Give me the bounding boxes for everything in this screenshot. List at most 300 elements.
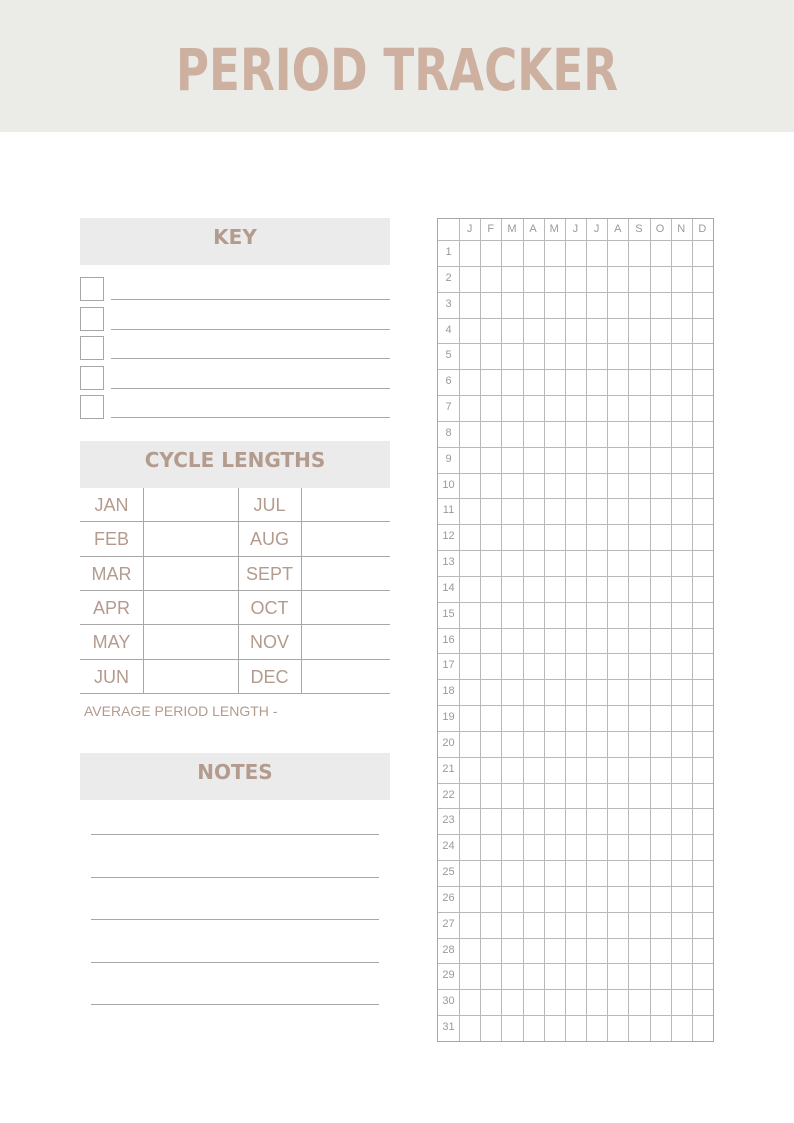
- tracker-cell[interactable]: [586, 860, 607, 886]
- tracker-cell[interactable]: [459, 498, 480, 524]
- tracker-cell[interactable]: [459, 473, 480, 499]
- key-label-line[interactable]: [111, 388, 390, 389]
- key-label-line[interactable]: [111, 299, 390, 300]
- tracker-cell[interactable]: [544, 421, 565, 447]
- tracker-cell[interactable]: [671, 653, 692, 679]
- tracker-cell[interactable]: [607, 576, 628, 602]
- tracker-cell[interactable]: [459, 576, 480, 602]
- tracker-cell[interactable]: [480, 473, 501, 499]
- tracker-cell[interactable]: [607, 343, 628, 369]
- tracker-cell[interactable]: [671, 550, 692, 576]
- key-label-line[interactable]: [111, 417, 390, 418]
- tracker-cell[interactable]: [692, 783, 713, 809]
- tracker-cell[interactable]: [565, 834, 586, 860]
- tracker-cell[interactable]: [459, 1015, 480, 1041]
- tracker-cell[interactable]: [607, 395, 628, 421]
- tracker-cell[interactable]: [607, 369, 628, 395]
- tracker-cell[interactable]: [459, 912, 480, 938]
- tracker-cell[interactable]: [565, 473, 586, 499]
- tracker-cell[interactable]: [501, 576, 522, 602]
- tracker-cell[interactable]: [544, 602, 565, 628]
- tracker-cell[interactable]: [671, 834, 692, 860]
- tracker-cell[interactable]: [565, 653, 586, 679]
- tracker-cell[interactable]: [544, 731, 565, 757]
- tracker-cell[interactable]: [586, 550, 607, 576]
- tracker-cell[interactable]: [501, 292, 522, 318]
- tracker-cell[interactable]: [650, 731, 671, 757]
- tracker-cell[interactable]: [650, 240, 671, 266]
- tracker-cell[interactable]: [544, 498, 565, 524]
- cycle-length-input[interactable]: [301, 488, 390, 522]
- tracker-cell[interactable]: [459, 783, 480, 809]
- tracker-cell[interactable]: [586, 421, 607, 447]
- tracker-cell[interactable]: [692, 989, 713, 1015]
- tracker-cell[interactable]: [544, 395, 565, 421]
- tracker-cell[interactable]: [586, 318, 607, 344]
- tracker-cell[interactable]: [501, 912, 522, 938]
- tracker-cell[interactable]: [628, 498, 649, 524]
- tracker-cell[interactable]: [565, 783, 586, 809]
- tracker-cell[interactable]: [586, 447, 607, 473]
- tracker-cell[interactable]: [523, 886, 544, 912]
- tracker-cell[interactable]: [628, 1015, 649, 1041]
- tracker-cell[interactable]: [607, 602, 628, 628]
- notes-line[interactable]: [91, 877, 379, 878]
- cycle-length-input[interactable]: [143, 660, 238, 694]
- tracker-cell[interactable]: [565, 498, 586, 524]
- tracker-cell[interactable]: [692, 860, 713, 886]
- tracker-cell[interactable]: [607, 628, 628, 654]
- tracker-cell[interactable]: [671, 447, 692, 473]
- tracker-cell[interactable]: [628, 318, 649, 344]
- tracker-cell[interactable]: [523, 989, 544, 1015]
- tracker-cell[interactable]: [480, 679, 501, 705]
- tracker-cell[interactable]: [565, 1015, 586, 1041]
- tracker-cell[interactable]: [586, 757, 607, 783]
- tracker-cell[interactable]: [544, 783, 565, 809]
- tracker-cell[interactable]: [523, 938, 544, 964]
- tracker-cell[interactable]: [628, 524, 649, 550]
- tracker-cell[interactable]: [480, 963, 501, 989]
- tracker-cell[interactable]: [523, 498, 544, 524]
- tracker-cell[interactable]: [523, 602, 544, 628]
- tracker-cell[interactable]: [650, 653, 671, 679]
- tracker-cell[interactable]: [650, 757, 671, 783]
- tracker-cell[interactable]: [692, 473, 713, 499]
- tracker-cell[interactable]: [650, 292, 671, 318]
- tracker-cell[interactable]: [650, 834, 671, 860]
- tracker-cell[interactable]: [480, 318, 501, 344]
- key-checkbox[interactable]: [80, 336, 104, 360]
- tracker-cell[interactable]: [544, 447, 565, 473]
- key-label-line[interactable]: [111, 358, 390, 359]
- tracker-cell[interactable]: [523, 343, 544, 369]
- tracker-cell[interactable]: [459, 369, 480, 395]
- tracker-cell[interactable]: [459, 524, 480, 550]
- tracker-cell[interactable]: [523, 757, 544, 783]
- tracker-cell[interactable]: [480, 550, 501, 576]
- tracker-cell[interactable]: [544, 757, 565, 783]
- tracker-cell[interactable]: [544, 938, 565, 964]
- tracker-cell[interactable]: [544, 240, 565, 266]
- tracker-cell[interactable]: [628, 292, 649, 318]
- tracker-cell[interactable]: [544, 266, 565, 292]
- tracker-cell[interactable]: [650, 938, 671, 964]
- tracker-cell[interactable]: [523, 628, 544, 654]
- tracker-cell[interactable]: [650, 524, 671, 550]
- tracker-cell[interactable]: [692, 963, 713, 989]
- tracker-cell[interactable]: [523, 395, 544, 421]
- tracker-cell[interactable]: [692, 731, 713, 757]
- tracker-cell[interactable]: [565, 989, 586, 1015]
- tracker-cell[interactable]: [480, 343, 501, 369]
- notes-line[interactable]: [91, 962, 379, 963]
- tracker-cell[interactable]: [586, 369, 607, 395]
- tracker-cell[interactable]: [628, 447, 649, 473]
- tracker-cell[interactable]: [501, 421, 522, 447]
- tracker-cell[interactable]: [586, 343, 607, 369]
- tracker-cell[interactable]: [628, 705, 649, 731]
- tracker-cell[interactable]: [501, 989, 522, 1015]
- tracker-cell[interactable]: [501, 1015, 522, 1041]
- tracker-cell[interactable]: [544, 550, 565, 576]
- tracker-cell[interactable]: [459, 679, 480, 705]
- tracker-cell[interactable]: [586, 705, 607, 731]
- tracker-cell[interactable]: [671, 731, 692, 757]
- tracker-cell[interactable]: [544, 524, 565, 550]
- tracker-cell[interactable]: [565, 731, 586, 757]
- tracker-cell[interactable]: [523, 653, 544, 679]
- tracker-cell[interactable]: [565, 318, 586, 344]
- tracker-cell[interactable]: [480, 938, 501, 964]
- tracker-cell[interactable]: [565, 912, 586, 938]
- tracker-cell[interactable]: [671, 705, 692, 731]
- tracker-cell[interactable]: [480, 912, 501, 938]
- tracker-cell[interactable]: [607, 705, 628, 731]
- tracker-cell[interactable]: [544, 989, 565, 1015]
- tracker-cell[interactable]: [480, 783, 501, 809]
- tracker-cell[interactable]: [586, 395, 607, 421]
- tracker-cell[interactable]: [650, 705, 671, 731]
- tracker-cell[interactable]: [523, 473, 544, 499]
- tracker-cell[interactable]: [523, 912, 544, 938]
- tracker-cell[interactable]: [628, 628, 649, 654]
- notes-line[interactable]: [91, 1004, 379, 1005]
- tracker-cell[interactable]: [671, 938, 692, 964]
- tracker-cell[interactable]: [607, 912, 628, 938]
- tracker-cell[interactable]: [480, 886, 501, 912]
- tracker-cell[interactable]: [586, 498, 607, 524]
- tracker-cell[interactable]: [628, 550, 649, 576]
- tracker-cell[interactable]: [628, 266, 649, 292]
- tracker-cell[interactable]: [459, 705, 480, 731]
- tracker-cell[interactable]: [501, 757, 522, 783]
- tracker-cell[interactable]: [480, 808, 501, 834]
- notes-line[interactable]: [91, 834, 379, 835]
- tracker-cell[interactable]: [628, 731, 649, 757]
- tracker-cell[interactable]: [565, 963, 586, 989]
- tracker-cell[interactable]: [628, 343, 649, 369]
- tracker-cell[interactable]: [607, 550, 628, 576]
- tracker-cell[interactable]: [480, 731, 501, 757]
- tracker-cell[interactable]: [586, 731, 607, 757]
- tracker-cell[interactable]: [480, 834, 501, 860]
- tracker-cell[interactable]: [501, 808, 522, 834]
- tracker-cell[interactable]: [459, 731, 480, 757]
- tracker-cell[interactable]: [671, 498, 692, 524]
- tracker-cell[interactable]: [692, 576, 713, 602]
- tracker-cell[interactable]: [565, 808, 586, 834]
- tracker-cell[interactable]: [565, 524, 586, 550]
- key-checkbox[interactable]: [80, 366, 104, 390]
- tracker-cell[interactable]: [523, 1015, 544, 1041]
- tracker-cell[interactable]: [501, 886, 522, 912]
- tracker-cell[interactable]: [671, 989, 692, 1015]
- tracker-cell[interactable]: [692, 421, 713, 447]
- tracker-cell[interactable]: [607, 498, 628, 524]
- cycle-length-input[interactable]: [143, 625, 238, 659]
- tracker-cell[interactable]: [501, 240, 522, 266]
- tracker-cell[interactable]: [671, 808, 692, 834]
- tracker-cell[interactable]: [459, 395, 480, 421]
- tracker-cell[interactable]: [480, 757, 501, 783]
- tracker-cell[interactable]: [650, 576, 671, 602]
- tracker-cell[interactable]: [523, 731, 544, 757]
- tracker-cell[interactable]: [544, 963, 565, 989]
- tracker-cell[interactable]: [459, 886, 480, 912]
- tracker-cell[interactable]: [628, 963, 649, 989]
- tracker-cell[interactable]: [671, 421, 692, 447]
- tracker-cell[interactable]: [523, 447, 544, 473]
- tracker-cell[interactable]: [671, 292, 692, 318]
- tracker-cell[interactable]: [692, 524, 713, 550]
- tracker-cell[interactable]: [628, 653, 649, 679]
- tracker-cell[interactable]: [459, 757, 480, 783]
- tracker-cell[interactable]: [586, 886, 607, 912]
- tracker-cell[interactable]: [586, 938, 607, 964]
- tracker-cell[interactable]: [607, 473, 628, 499]
- tracker-cell[interactable]: [480, 628, 501, 654]
- tracker-cell[interactable]: [565, 938, 586, 964]
- tracker-cell[interactable]: [480, 653, 501, 679]
- tracker-cell[interactable]: [480, 989, 501, 1015]
- tracker-cell[interactable]: [459, 989, 480, 1015]
- tracker-cell[interactable]: [607, 679, 628, 705]
- key-label-line[interactable]: [111, 329, 390, 330]
- cycle-length-input[interactable]: [301, 557, 390, 591]
- tracker-cell[interactable]: [671, 963, 692, 989]
- tracker-cell[interactable]: [628, 757, 649, 783]
- tracker-cell[interactable]: [565, 628, 586, 654]
- tracker-cell[interactable]: [692, 343, 713, 369]
- tracker-cell[interactable]: [607, 318, 628, 344]
- tracker-cell[interactable]: [628, 834, 649, 860]
- tracker-cell[interactable]: [586, 240, 607, 266]
- cycle-length-input[interactable]: [143, 591, 238, 625]
- tracker-cell[interactable]: [586, 653, 607, 679]
- tracker-cell[interactable]: [607, 447, 628, 473]
- tracker-cell[interactable]: [523, 550, 544, 576]
- tracker-cell[interactable]: [586, 602, 607, 628]
- tracker-cell[interactable]: [628, 860, 649, 886]
- tracker-cell[interactable]: [480, 602, 501, 628]
- tracker-cell[interactable]: [607, 989, 628, 1015]
- tracker-cell[interactable]: [628, 473, 649, 499]
- tracker-cell[interactable]: [501, 266, 522, 292]
- tracker-cell[interactable]: [523, 834, 544, 860]
- tracker-cell[interactable]: [459, 266, 480, 292]
- tracker-cell[interactable]: [501, 524, 522, 550]
- tracker-cell[interactable]: [501, 498, 522, 524]
- tracker-cell[interactable]: [607, 653, 628, 679]
- tracker-cell[interactable]: [671, 602, 692, 628]
- key-checkbox[interactable]: [80, 395, 104, 419]
- tracker-cell[interactable]: [607, 421, 628, 447]
- tracker-cell[interactable]: [671, 240, 692, 266]
- tracker-cell[interactable]: [692, 757, 713, 783]
- tracker-cell[interactable]: [544, 912, 565, 938]
- tracker-cell[interactable]: [607, 938, 628, 964]
- tracker-cell[interactable]: [650, 886, 671, 912]
- tracker-cell[interactable]: [459, 628, 480, 654]
- tracker-cell[interactable]: [650, 989, 671, 1015]
- tracker-cell[interactable]: [628, 938, 649, 964]
- tracker-cell[interactable]: [480, 240, 501, 266]
- cycle-length-input[interactable]: [301, 522, 390, 556]
- tracker-cell[interactable]: [459, 447, 480, 473]
- tracker-cell[interactable]: [692, 912, 713, 938]
- tracker-cell[interactable]: [501, 602, 522, 628]
- tracker-cell[interactable]: [692, 938, 713, 964]
- tracker-cell[interactable]: [671, 395, 692, 421]
- tracker-cell[interactable]: [523, 318, 544, 344]
- tracker-cell[interactable]: [607, 731, 628, 757]
- tracker-cell[interactable]: [692, 395, 713, 421]
- tracker-cell[interactable]: [459, 602, 480, 628]
- tracker-cell[interactable]: [671, 912, 692, 938]
- tracker-cell[interactable]: [650, 602, 671, 628]
- tracker-cell[interactable]: [628, 679, 649, 705]
- tracker-cell[interactable]: [565, 705, 586, 731]
- cycle-length-input[interactable]: [143, 557, 238, 591]
- tracker-cell[interactable]: [565, 679, 586, 705]
- tracker-cell[interactable]: [565, 421, 586, 447]
- tracker-cell[interactable]: [544, 318, 565, 344]
- tracker-cell[interactable]: [671, 783, 692, 809]
- tracker-cell[interactable]: [607, 808, 628, 834]
- tracker-cell[interactable]: [565, 576, 586, 602]
- tracker-cell[interactable]: [544, 834, 565, 860]
- tracker-cell[interactable]: [501, 653, 522, 679]
- tracker-cell[interactable]: [565, 447, 586, 473]
- tracker-cell[interactable]: [523, 705, 544, 731]
- tracker-cell[interactable]: [607, 963, 628, 989]
- tracker-cell[interactable]: [523, 421, 544, 447]
- tracker-cell[interactable]: [565, 240, 586, 266]
- tracker-cell[interactable]: [459, 240, 480, 266]
- tracker-cell[interactable]: [607, 834, 628, 860]
- tracker-cell[interactable]: [671, 757, 692, 783]
- tracker-cell[interactable]: [565, 550, 586, 576]
- tracker-cell[interactable]: [671, 628, 692, 654]
- tracker-cell[interactable]: [565, 395, 586, 421]
- tracker-cell[interactable]: [650, 369, 671, 395]
- tracker-cell[interactable]: [628, 808, 649, 834]
- tracker-cell[interactable]: [544, 860, 565, 886]
- tracker-cell[interactable]: [628, 369, 649, 395]
- tracker-cell[interactable]: [607, 266, 628, 292]
- tracker-cell[interactable]: [459, 292, 480, 318]
- tracker-cell[interactable]: [459, 653, 480, 679]
- tracker-cell[interactable]: [586, 628, 607, 654]
- tracker-cell[interactable]: [586, 292, 607, 318]
- tracker-cell[interactable]: [501, 550, 522, 576]
- tracker-cell[interactable]: [607, 783, 628, 809]
- tracker-cell[interactable]: [650, 395, 671, 421]
- key-checkbox[interactable]: [80, 277, 104, 301]
- cycle-length-input[interactable]: [143, 522, 238, 556]
- tracker-cell[interactable]: [523, 240, 544, 266]
- tracker-cell[interactable]: [565, 343, 586, 369]
- tracker-cell[interactable]: [607, 524, 628, 550]
- tracker-cell[interactable]: [523, 963, 544, 989]
- tracker-cell[interactable]: [459, 860, 480, 886]
- tracker-cell[interactable]: [586, 473, 607, 499]
- tracker-cell[interactable]: [501, 860, 522, 886]
- tracker-cell[interactable]: [628, 421, 649, 447]
- tracker-cell[interactable]: [650, 1015, 671, 1041]
- tracker-cell[interactable]: [650, 421, 671, 447]
- tracker-cell[interactable]: [523, 266, 544, 292]
- tracker-cell[interactable]: [650, 318, 671, 344]
- tracker-cell[interactable]: [671, 886, 692, 912]
- tracker-cell[interactable]: [692, 447, 713, 473]
- tracker-cell[interactable]: [586, 963, 607, 989]
- tracker-cell[interactable]: [692, 266, 713, 292]
- key-checkbox[interactable]: [80, 307, 104, 331]
- tracker-cell[interactable]: [565, 602, 586, 628]
- tracker-cell[interactable]: [501, 783, 522, 809]
- tracker-cell[interactable]: [480, 1015, 501, 1041]
- tracker-cell[interactable]: [586, 989, 607, 1015]
- cycle-length-input[interactable]: [301, 625, 390, 659]
- tracker-cell[interactable]: [692, 653, 713, 679]
- tracker-cell[interactable]: [586, 1015, 607, 1041]
- tracker-cell[interactable]: [480, 421, 501, 447]
- tracker-cell[interactable]: [671, 343, 692, 369]
- tracker-cell[interactable]: [501, 369, 522, 395]
- tracker-cell[interactable]: [501, 628, 522, 654]
- tracker-cell[interactable]: [586, 834, 607, 860]
- tracker-cell[interactable]: [692, 808, 713, 834]
- tracker-cell[interactable]: [692, 602, 713, 628]
- tracker-cell[interactable]: [650, 628, 671, 654]
- tracker-cell[interactable]: [544, 628, 565, 654]
- tracker-cell[interactable]: [459, 318, 480, 344]
- tracker-cell[interactable]: [480, 524, 501, 550]
- tracker-cell[interactable]: [544, 369, 565, 395]
- tracker-cell[interactable]: [692, 550, 713, 576]
- tracker-cell[interactable]: [692, 498, 713, 524]
- tracker-cell[interactable]: [628, 602, 649, 628]
- tracker-cell[interactable]: [607, 240, 628, 266]
- tracker-cell[interactable]: [586, 524, 607, 550]
- tracker-cell[interactable]: [586, 266, 607, 292]
- tracker-cell[interactable]: [586, 808, 607, 834]
- tracker-cell[interactable]: [459, 963, 480, 989]
- tracker-cell[interactable]: [565, 860, 586, 886]
- tracker-cell[interactable]: [671, 1015, 692, 1041]
